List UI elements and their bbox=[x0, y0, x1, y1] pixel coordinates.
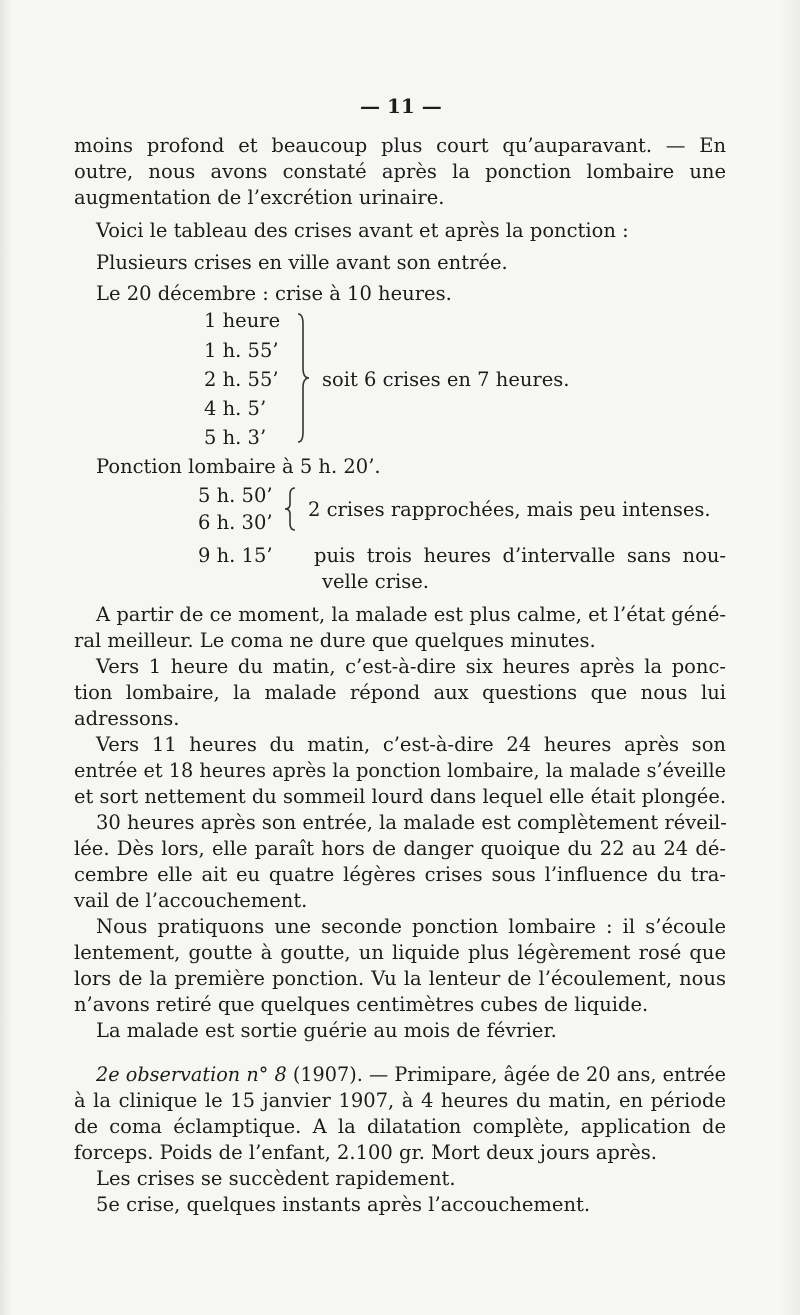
text-line: vail de l’accouchement. bbox=[74, 889, 308, 912]
text-line: ral meilleur. Le coma ne dure que quelques minutes. bbox=[74, 629, 596, 652]
observation-heading-text: (1907). — Primipare, âgée de 20 ans, entrée bbox=[286, 1063, 726, 1086]
text-line: forceps. Poids de l’enfant, 2.100 gr. Mort deux jours après. bbox=[74, 1141, 657, 1164]
crisis-time: 9 h. 15’ bbox=[198, 544, 273, 567]
observation-heading-line bbox=[96, 1062, 726, 1088]
crisis-time: 5 h. 50’ bbox=[198, 484, 273, 507]
text-line: outre, nous avons constaté après la ponction lombaire une bbox=[74, 160, 726, 183]
text-line: adressons. bbox=[74, 707, 180, 730]
crisis-time: 1 heure bbox=[204, 309, 281, 332]
crisis-time: 2 h. 55’ bbox=[204, 368, 279, 391]
crisis-time: 5 h. 3’ bbox=[204, 426, 267, 449]
crises-summary: soit 6 crises en 7 heures. bbox=[322, 368, 570, 391]
text-line: puis trois heures d’intervalle sans nou- bbox=[314, 544, 726, 567]
text-line: velle crise. bbox=[322, 570, 429, 593]
text-line: et sort nettement du sommeil lourd dans lequel elle était plongée. bbox=[74, 785, 726, 808]
page-number: — 11 — bbox=[360, 94, 442, 118]
text-line: Les crises se succèdent rapidement. bbox=[96, 1167, 456, 1190]
text-line: Voici le tableau des crises avant et après la ponction : bbox=[96, 219, 629, 242]
text-line: augmentation de l’excrétion urinaire. bbox=[74, 186, 445, 209]
crises-summary: 2 crises rapprochées, mais peu intenses. bbox=[308, 498, 711, 521]
text-line: à la clinique le 15 janvier 1907, à 4 heures du matin, en période bbox=[74, 1089, 726, 1112]
text-line: lors de la première ponction. Vu la lenteur de l’écoulement, nous bbox=[74, 967, 726, 990]
left-brace-icon bbox=[282, 486, 300, 532]
text-line: entrée et 18 heures après la ponction lombaire, la malade s’éveille bbox=[74, 759, 726, 782]
text-line: Nous pratiquons une seconde ponction lombaire : il s’écoule bbox=[96, 915, 726, 938]
text-line: cembre elle ait eu quatre légères crises sous l’influence du tra- bbox=[74, 863, 726, 886]
text-line: moins profond et beaucoup plus court qu’auparavant. — En bbox=[74, 134, 726, 157]
text-line: 30 heures après son entrée, la malade est complètement réveil- bbox=[96, 811, 727, 834]
text-line: 5e crise, quelques instants après l’accouchement. bbox=[96, 1193, 591, 1216]
crisis-time: 1 h. 55’ bbox=[204, 339, 279, 362]
text-line: tion lombaire, la malade répond aux questions que nous lui bbox=[74, 681, 726, 704]
text-line: lée. Dès lors, elle paraît hors de danger quoique du 22 au 24 dé- bbox=[74, 837, 726, 860]
text-line: n’avons retiré que quelques centimètres cubes de liquide. bbox=[74, 993, 649, 1016]
text-line: Vers 1 heure du matin, c’est-à-dire six heures après la ponc- bbox=[96, 655, 726, 678]
text-line: Ponction lombaire à 5 h. 20’. bbox=[96, 455, 381, 478]
crisis-time: 6 h. 30’ bbox=[198, 511, 273, 534]
text-line: Le 20 décembre : crise à 10 heures. bbox=[96, 282, 452, 305]
text-line: Vers 11 heures du matin, c’est-à-dire 24 heures après son bbox=[96, 733, 726, 756]
text-line: A partir de ce moment, la malade est plus calme, et l’état géné- bbox=[96, 603, 726, 626]
text-line: de coma éclamptique. A la dilatation complète, application de bbox=[74, 1115, 726, 1138]
text-line: Plusieurs crises en ville avant son entrée. bbox=[96, 251, 508, 274]
text-line: lentement, goutte à goutte, un liquide plus légèrement rosé que bbox=[74, 941, 726, 964]
right-brace-icon bbox=[294, 312, 314, 444]
observation-label: 2e observation n° 8 bbox=[96, 1063, 287, 1086]
text-line: La malade est sortie guérie au mois de février. bbox=[96, 1019, 557, 1042]
crisis-time: 4 h. 5’ bbox=[204, 397, 267, 420]
